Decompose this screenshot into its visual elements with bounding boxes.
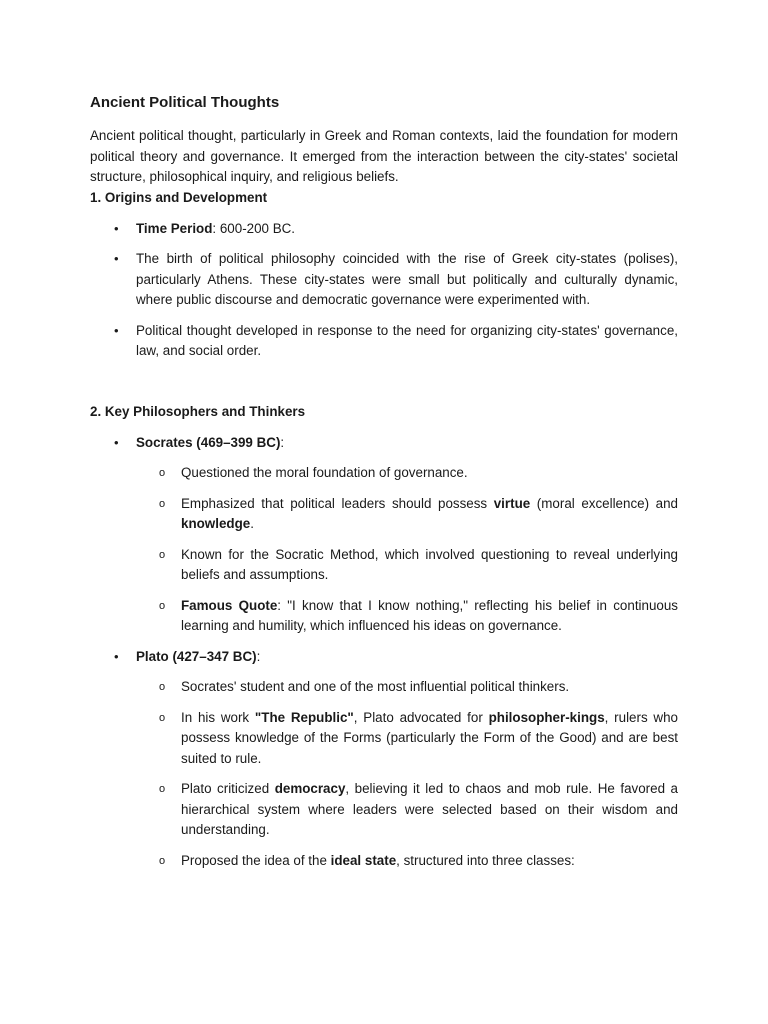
plato-point-text: Plato criticized democracy, believing it led to chaos and mob rule. He favored a hierarchical system where leaders were selected based on their wisdom and understanding. xyxy=(181,781,679,837)
bullet-icon: • xyxy=(114,322,119,338)
list-item xyxy=(136,545,678,586)
label-suffix: : xyxy=(256,648,261,664)
list-item xyxy=(136,677,678,698)
socrates-point-text: Emphasized that political leaders should possess virtue (moral excellence) and knowledge. xyxy=(181,495,678,531)
socrates-points xyxy=(136,463,678,637)
document-page xyxy=(90,92,678,881)
circle-bullet-icon: o xyxy=(159,783,166,795)
socrates-point-text: Known for the Socratic Method, which involved questioning to reveal underlying beliefs and assumptions. xyxy=(181,546,678,582)
plato-point-text: Proposed the idea of the ideal state, structured into three classes: xyxy=(181,852,575,868)
bullet-icon: • xyxy=(114,251,119,266)
list-item xyxy=(136,779,678,841)
plato-label: Plato (427–347 BC) xyxy=(136,648,257,664)
circle-bullet-icon: o xyxy=(159,467,166,479)
section-heading-philosophers: 2. Key Philosophers and Thinkers xyxy=(90,403,306,419)
list-item xyxy=(136,463,678,484)
time-period-value: : 600-200 BC. xyxy=(212,220,296,236)
list-item-socrates xyxy=(90,433,678,637)
socrates-point-text: Questioned the moral foundation of governance. xyxy=(181,465,468,480)
socrates-point-text: Famous Quote: "I know that I know nothing," reflecting his belief in continuous learning and humility, which influenced his ideas on governance. xyxy=(181,597,678,633)
section-heading-origins: 1. Origins and Development xyxy=(90,189,268,205)
origins-list xyxy=(90,219,678,362)
list-item xyxy=(90,321,678,362)
circle-bullet-icon: o xyxy=(159,681,166,693)
socrates-label: Socrates (469–399 BC) xyxy=(136,434,281,450)
list-item xyxy=(136,494,678,535)
circle-bullet-icon: o xyxy=(159,548,166,561)
document-title: Ancient Political Thoughts xyxy=(90,94,280,111)
list-item xyxy=(136,708,678,770)
time-period-label: Time Period xyxy=(136,220,213,236)
circle-bullet-icon: o xyxy=(159,711,166,724)
plato-point-text: In his work "The Republic", Plato advocated for philosopher-kings, rulers who possess knowledge of the Forms (particularly the Form of the Good) and are best suited to rule. xyxy=(181,709,678,766)
circle-bullet-icon: o xyxy=(159,854,166,867)
circle-bullet-icon: o xyxy=(159,497,166,510)
list-item-plato xyxy=(90,647,678,872)
plato-points xyxy=(136,677,678,871)
philosophers-list xyxy=(90,433,678,872)
birth-text: The birth of political philosophy coincided with the rise of Greek city-states (polises), particularly Athens. These city-states were small but politically and culturally dynamic, where public discourse and democratic governance were experimented with. xyxy=(136,251,678,307)
label-suffix: : xyxy=(280,434,285,450)
plato-point-text: Socrates' student and one of the most influential political thinkers. xyxy=(181,679,570,694)
list-item xyxy=(90,219,678,240)
circle-bullet-icon: o xyxy=(159,599,166,612)
list-item xyxy=(136,851,678,872)
bullet-icon: • xyxy=(114,648,119,664)
developed-text: Political thought developed in response to the need for organizing city-states' governance, law, and social order. xyxy=(136,322,678,358)
bullet-icon: • xyxy=(114,220,119,236)
list-item xyxy=(90,249,678,311)
list-item xyxy=(136,596,678,637)
intro-paragraph: Ancient political thought, particularly in Greek and Roman contexts, laid the foundation for modern political theory and governance. It emerged from the interaction between the city-states' societal structure, philosophical inquiry, and religious beliefs. xyxy=(90,128,678,184)
bullet-icon: • xyxy=(114,434,119,450)
